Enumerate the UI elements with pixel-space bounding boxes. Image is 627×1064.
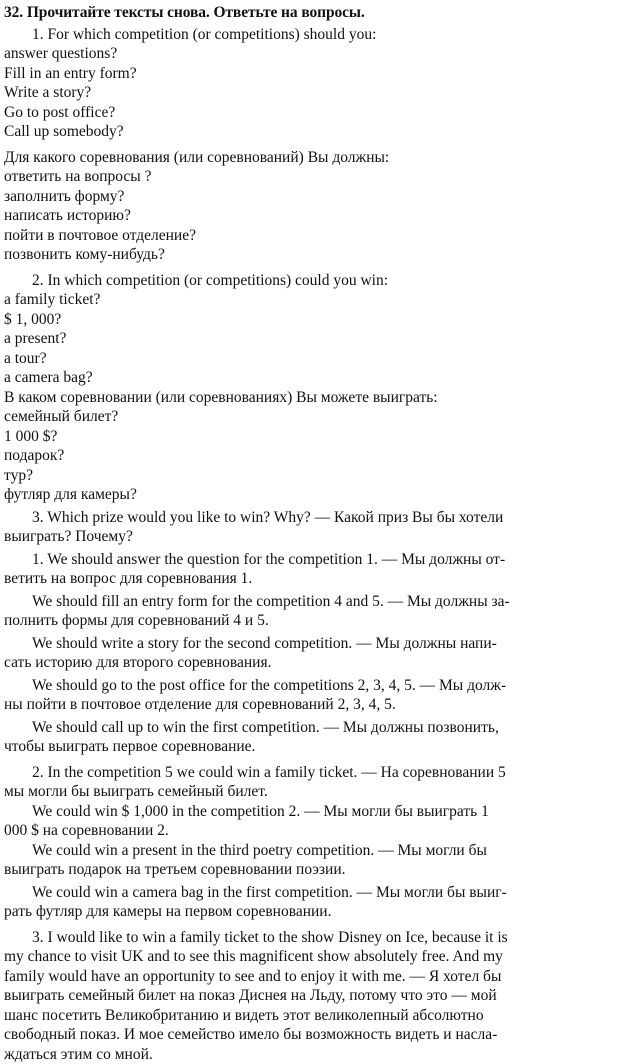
question-1-item: Go to post office? [4,103,595,123]
question-2-item: a family ticket? [4,290,595,310]
answer-line: полнить формы для соревнований 4 и 5. [4,611,595,631]
answer-line: We could win a present in the third poetry competition. — Мы могли бы [32,841,595,861]
answer-line: ны пойти в почтовое отделение для соревнований 2, 3, 4, 5. [4,695,595,715]
question-2-item: a camera bag? [4,368,595,388]
question-2-ru-item: футляр для камеры? [4,485,595,505]
question-2-ru-title: В каком соревновании (или соревнованиях) Вы можете выиграть: [4,388,595,408]
question-1-item: answer questions? [4,44,595,64]
question-2-ru-item: 1 000 $? [4,427,595,447]
answer-line: мы могли бы выиграть семейный билет. [4,782,595,802]
question-1-item: Call up somebody? [4,122,595,142]
answer-line: 2. In the competition 5 we could win a family ticket. — На соревновании 5 [32,763,595,783]
question-2-ru-item: семейный билет? [4,407,595,427]
question-1-ru-item: пойти в почтовое отделение? [4,226,595,246]
question-2-item: a present? [4,329,595,349]
answer-line: We could win a camera bag in the first competition. — Мы могли бы выиг- [32,883,595,903]
answer-line: 1. We should answer the question for the competition 1. — Мы должны от- [32,550,595,570]
question-1-ru-title: Для какого соревнования (или соревнований) Вы должны: [4,148,595,168]
question-1-item: Fill in an entry form? [4,64,595,84]
answer-line: We should write a story for the second competition. — Мы должны напи- [32,634,595,654]
question-2-item: a tour? [4,349,595,369]
answer-line: 000 $ на соревновании 2. [4,821,595,841]
question-2-block [32,271,595,505]
question-1-ru-item: заполнить форму? [4,187,595,207]
question-3-block [32,508,595,547]
question-2-title: 2. In which competition (or competitions) could you win: [32,271,595,291]
question-1-ru-item: ответить на вопросы ? [4,167,595,187]
question-1-item: Write a story? [4,83,595,103]
question-3-line: 3. Which prize would you like to win? Why? — Какой приз Вы бы хотели [32,508,595,528]
question-1-title: 1. For which competition (or competitions) should you: [32,25,595,45]
answer-line: шанс посетить Великобританию и видеть этот великолепный абсолютно [4,1006,595,1026]
question-2-ru-item: тур? [4,466,595,486]
answer-line: ветить на вопрос для соревнования 1. [4,569,595,589]
exercise-heading: 32. Прочитайте тексты снова. Ответьте на вопросы. [4,3,595,23]
answer-line: We should go to the post office for the competitions 2, 3, 4, 5. — Мы долж- [32,676,595,696]
answer-line: сать историю для второго соревнования. [4,653,595,673]
answers-1-block [32,547,595,757]
answer-line: выиграть подарок на третьем соревновании поэзии. [4,860,595,880]
answer-line: my chance to visit UK and to see this magnificent show absolutely free. And my [4,947,595,967]
answer-line: чтобы выиграть первое соревнование. [4,737,595,757]
answer-line: свободный показ. И мое семейство имело бы возможность видеть и насла- [4,1025,595,1045]
answer-line: ждаться этим со мной. [4,1045,595,1064]
answer-line: We could win $ 1,000 in the competition 2. — Мы могли бы выиграть 1 [32,802,595,822]
question-1-block [32,25,595,265]
answer-line: We should call up to win the first competition. — Мы должны позвонить, [32,718,595,738]
answer-3-block [32,922,595,1064]
answer-line: выиграть семейный билет на показ Диснея на Льду, потому что это — мой [4,986,595,1006]
question-2-ru-item: подарок? [4,446,595,466]
answer-line: рать футляр для камеры на первом соревновании. [4,902,595,922]
answer-line: family would have an opportunity to see and to enjoy it with me. — Я хотел бы [4,967,595,987]
question-1-ru-item: позвонить кому-нибудь? [4,245,595,265]
answer-line: We should fill an entry form for the competition 4 and 5. — Мы должны за- [32,592,595,612]
question-1-ru-item: написать историю? [4,206,595,226]
question-2-item: $ 1, 000? [4,310,595,330]
question-3-line: выиграть? Почему? [4,527,595,547]
answer-line: 3. I would like to win a family ticket to the show Disney on Ice, because it is [32,928,595,948]
answers-2-block [32,757,595,922]
